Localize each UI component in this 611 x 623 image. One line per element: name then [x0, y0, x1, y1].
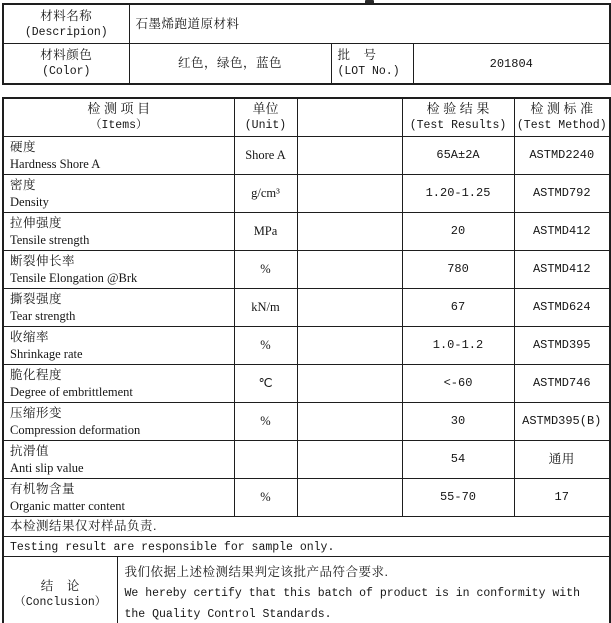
test-row-tensile-strength	[3, 212, 610, 250]
header-items	[3, 98, 234, 136]
test-item	[3, 364, 234, 402]
test-row-embrittlement	[3, 364, 610, 402]
header-items-en: （Items）	[89, 119, 148, 133]
test-unit: %	[234, 250, 297, 288]
empty-cell	[297, 440, 402, 478]
material-name-label	[3, 4, 129, 44]
material-name-label-en: (Descripion)	[24, 26, 108, 39]
conclusion-label-cn: 结 论	[40, 578, 80, 593]
header-method-cn: 检 测 标 准	[530, 101, 594, 117]
test-unit	[234, 440, 297, 478]
test-unit: Shore A	[234, 136, 297, 174]
lot-label-cn: 批 号	[337, 48, 377, 63]
empty-cell	[297, 136, 402, 174]
test-method: ASTMD792	[514, 174, 610, 212]
test-method: ASTMD395(B)	[514, 402, 610, 440]
header-method-en: (Test Method)	[516, 119, 607, 133]
test-row-organic-content	[3, 478, 610, 516]
test-result: 55-70	[402, 478, 514, 516]
lot-label-en: (LOT No.)	[337, 65, 400, 79]
test-item-name-cn: 密度	[10, 177, 37, 192]
test-item-name-cn: 硬度	[10, 139, 37, 154]
empty-cell	[297, 402, 402, 440]
test-item-name-en: Anti slip value	[10, 460, 84, 475]
material-info-table	[2, 3, 611, 85]
empty-cell	[297, 478, 402, 516]
material-color-value-cell	[129, 44, 331, 84]
test-item-name-cn: 脆化程度	[10, 367, 63, 382]
test-item-name-en: Hardness Shore A	[10, 156, 101, 171]
test-item	[3, 136, 234, 174]
test-item-name-cn: 撕裂强度	[10, 291, 63, 306]
test-result: 780	[402, 250, 514, 288]
header-results-en: (Test Results)	[409, 119, 507, 133]
test-row-tear-strength	[3, 288, 610, 326]
test-item	[3, 288, 234, 326]
test-result: 65A±2A	[402, 136, 514, 174]
empty-cell	[297, 288, 402, 326]
test-row-compression	[3, 402, 610, 440]
header-items-cn: 检 测 项 目	[87, 101, 151, 117]
conclusion-text-en: We hereby certify that this batch of product is in conformity with the Quality Control Standards.	[124, 587, 580, 622]
material-color-label	[3, 44, 129, 84]
test-result: 67	[402, 288, 514, 326]
test-item	[3, 212, 234, 250]
disclaimer-en-cell	[3, 536, 610, 556]
material-color-row	[3, 44, 610, 84]
material-name-row	[3, 4, 610, 44]
header-empty-cell	[297, 98, 402, 136]
empty-cell	[297, 364, 402, 402]
test-item-name-cn: 断裂伸长率	[10, 253, 76, 268]
disclaimer-cn-cell	[3, 516, 610, 536]
test-item-name-en: Density	[10, 194, 49, 209]
material-color-label-cn: 材料颜色	[40, 48, 93, 63]
test-item-name-cn: 拉伸强度	[10, 215, 63, 230]
test-method: ASTMD2240	[514, 136, 610, 174]
test-row-elongation	[3, 250, 610, 288]
test-row-shrinkage	[3, 326, 610, 364]
test-result: 54	[402, 440, 514, 478]
empty-cell	[297, 250, 402, 288]
material-name-label-cn: 材料名称	[40, 9, 93, 23]
empty-cell	[297, 326, 402, 364]
test-result: <-60	[402, 364, 514, 402]
table-header-row	[3, 98, 610, 136]
material-name-value: 石墨烯跑道原材料	[135, 17, 240, 31]
test-method: ASTMD412	[514, 212, 610, 250]
test-item-name-cn: 收缩率	[10, 329, 50, 344]
test-item-name-cn: 抗滑值	[10, 443, 50, 458]
header-results-cn: 检 验 结 果	[426, 101, 490, 117]
test-item-name-en: Tear strength	[10, 308, 76, 323]
conclusion-label-en: （Conclusion）	[14, 595, 107, 609]
test-row-hardness	[3, 136, 610, 174]
header-results	[402, 98, 514, 136]
test-unit: kN/m	[234, 288, 297, 326]
material-name-value-cell	[129, 4, 610, 44]
material-color-label-en: (Color)	[42, 65, 91, 79]
test-method: ASTMD624	[514, 288, 610, 326]
test-item-name-en: Compression deformation	[10, 422, 141, 437]
test-item-name-en: Tensile strength	[10, 232, 90, 247]
test-item-name-cn: 压缩形变	[10, 405, 63, 420]
disclaimer-row-en	[3, 536, 610, 556]
conclusion-label	[3, 556, 117, 623]
test-method: ASTMD395	[514, 326, 610, 364]
header-unit-cn: 单位	[252, 101, 279, 117]
test-unit: %	[234, 326, 297, 364]
empty-cell	[297, 212, 402, 250]
conclusion-row	[3, 556, 610, 623]
test-result: 1.20-1.25	[402, 174, 514, 212]
disclaimer-en: Testing result are responsible for sample only.	[10, 540, 335, 554]
test-item	[3, 402, 234, 440]
empty-cell	[297, 174, 402, 212]
conclusion-body	[117, 556, 610, 623]
test-unit: g/cm³	[234, 174, 297, 212]
test-results-table	[2, 97, 611, 623]
test-result: 20	[402, 212, 514, 250]
lot-number: 201804	[489, 57, 533, 72]
test-method: ASTMD746	[514, 364, 610, 402]
test-unit: MPa	[234, 212, 297, 250]
disclaimer-cn: 本检测结果仅对样品负责.	[10, 519, 157, 533]
header-unit-en: (Unit)	[244, 119, 287, 133]
disclaimer-row-cn	[3, 516, 610, 536]
test-unit: %	[234, 402, 297, 440]
test-item	[3, 326, 234, 364]
test-unit: %	[234, 478, 297, 516]
header-unit	[234, 98, 297, 136]
test-item	[3, 174, 234, 212]
header-method	[514, 98, 610, 136]
test-method: 通用	[514, 440, 610, 478]
test-item	[3, 250, 234, 288]
material-color-value: 红色，绿色，蓝色	[177, 56, 282, 71]
test-item-name-cn: 有机物含量	[10, 481, 76, 496]
test-item-name-en: Organic matter content	[10, 498, 126, 513]
test-item-name-en: Shrinkage rate	[10, 346, 83, 361]
test-item-name-en: Degree of embrittlement	[10, 384, 133, 399]
test-row-density	[3, 174, 610, 212]
test-item	[3, 478, 234, 516]
test-method: 17	[514, 478, 610, 516]
test-unit: ℃	[234, 364, 297, 402]
lot-value-cell	[413, 44, 610, 84]
test-row-anti-slip	[3, 440, 610, 478]
test-result: 1.0-1.2	[402, 326, 514, 364]
test-item-name-en: Tensile Elongation @Brk	[10, 270, 138, 285]
test-item	[3, 440, 234, 478]
test-method: ASTMD412	[514, 250, 610, 288]
lot-label	[331, 44, 413, 84]
conclusion-text-cn: 我们依据上述检测结果判定该批产品符合要求.	[124, 565, 389, 580]
test-result: 30	[402, 402, 514, 440]
